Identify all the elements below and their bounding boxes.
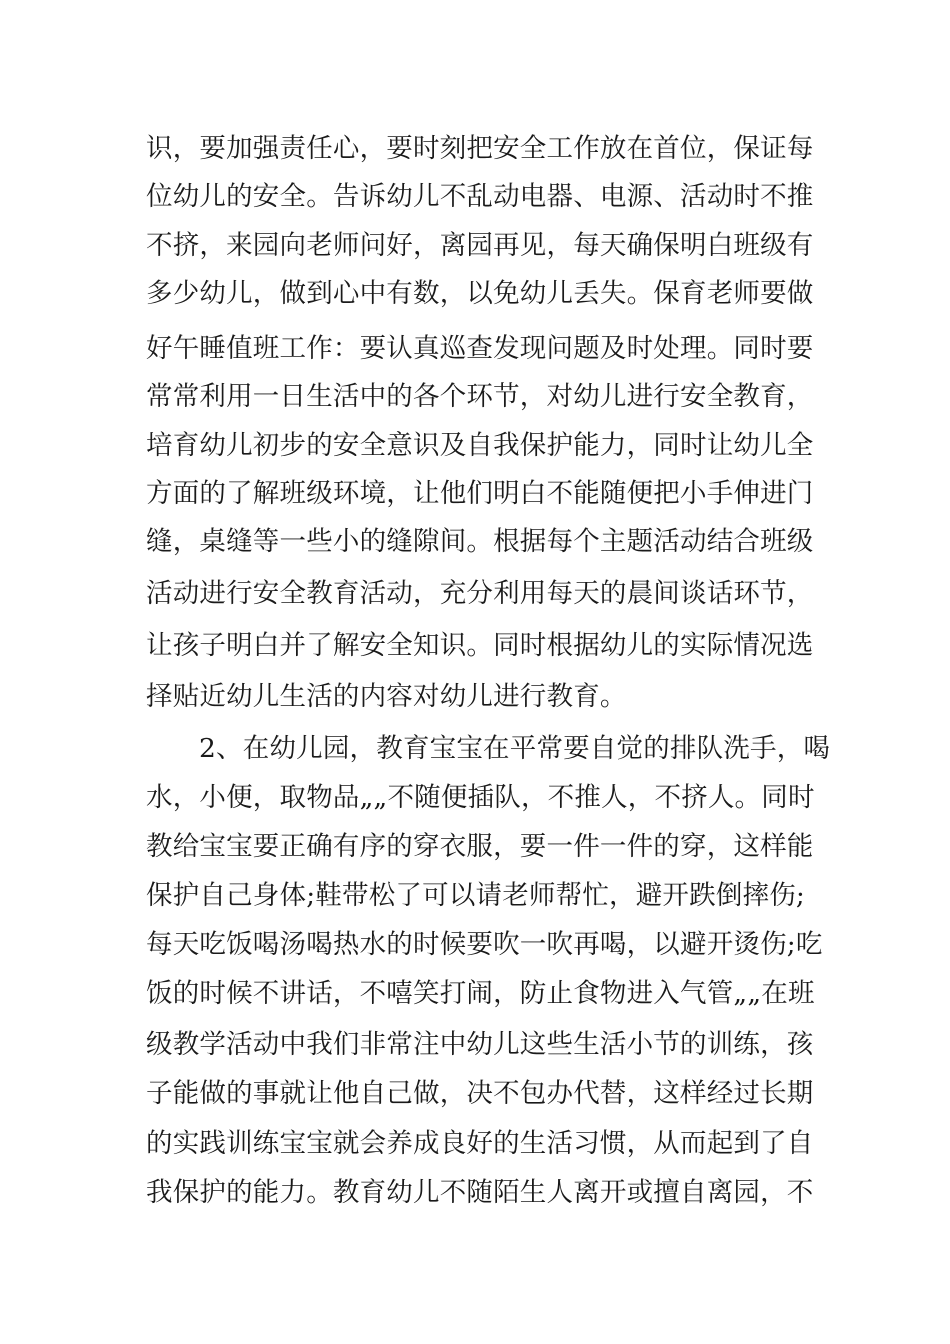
text-line: 活动进行安全教育活动，充分利用每天的晨间谈话环节，: [146, 578, 814, 609]
text-line: 2、在幼儿园，教育宝宝在平常要自觉的排队洗手，喝: [199, 733, 831, 764]
text-line: 教给宝宝要正确有序的穿衣服，要一件一件的穿，这样能: [146, 831, 814, 862]
text-line: 缝，桌缝等一些小的缝隙间。根据每个主题活动结合班级: [146, 526, 814, 557]
text-line: 择贴近幼儿生活的内容对幼儿进行教育。: [146, 681, 627, 712]
text-line: 让孩子明白并了解安全知识。同时根据幼儿的实际情况选: [146, 630, 814, 661]
text-line: 子能做的事就让他自己做，决不包办代替，这样经过长期: [146, 1078, 814, 1109]
text-line: 培育幼儿初步的安全意识及自我保护能力，同时让幼儿全: [146, 430, 814, 461]
text-line: 不挤，来园向老师问好，离园再见，每天确保明白班级有: [146, 230, 814, 261]
text-line: 保护自己身体;鞋带松了可以请老师帮忙，避开跌倒摔伤;: [146, 880, 806, 911]
text-line: 饭的时候不讲话，不嘻笑打闹，防止食物进入气管„„在班: [146, 978, 815, 1009]
text-line: 位幼儿的安全。告诉幼儿不乱动电器、电源、活动时不推: [146, 181, 814, 212]
text-line: 我保护的能力。教育幼儿不随陌生人离开或擅自离园，不: [146, 1177, 814, 1208]
text-line: 好午睡值班工作：要认真巡查发现问题及时处理。同时要: [146, 333, 814, 364]
text-line: 方面的了解班级环境，让他们明白不能随便把小手伸进门: [146, 478, 814, 509]
text-line: 水，小便，取物品„„不随便插队，不推人，不挤人。同时: [146, 782, 815, 813]
text-line: 的实践训练宝宝就会养成良好的生活习惯，从而起到了自: [146, 1128, 814, 1159]
text-line: 多少幼儿，做到心中有数，以免幼儿丢失。保育老师要做: [146, 278, 814, 309]
text-line: 级教学活动中我们非常注中幼儿这些生活小节的训练，孩: [146, 1029, 814, 1060]
text-line: 常常利用一日生活中的各个环节，对幼儿进行安全教育，: [146, 381, 814, 412]
text-line: 每天吃饭喝汤喝热水的时候要吹一吹再喝，以避开烫伤;吃: [146, 929, 823, 960]
text-line: 识，要加强责任心，要时刻把安全工作放在首位，保证每: [146, 133, 814, 164]
